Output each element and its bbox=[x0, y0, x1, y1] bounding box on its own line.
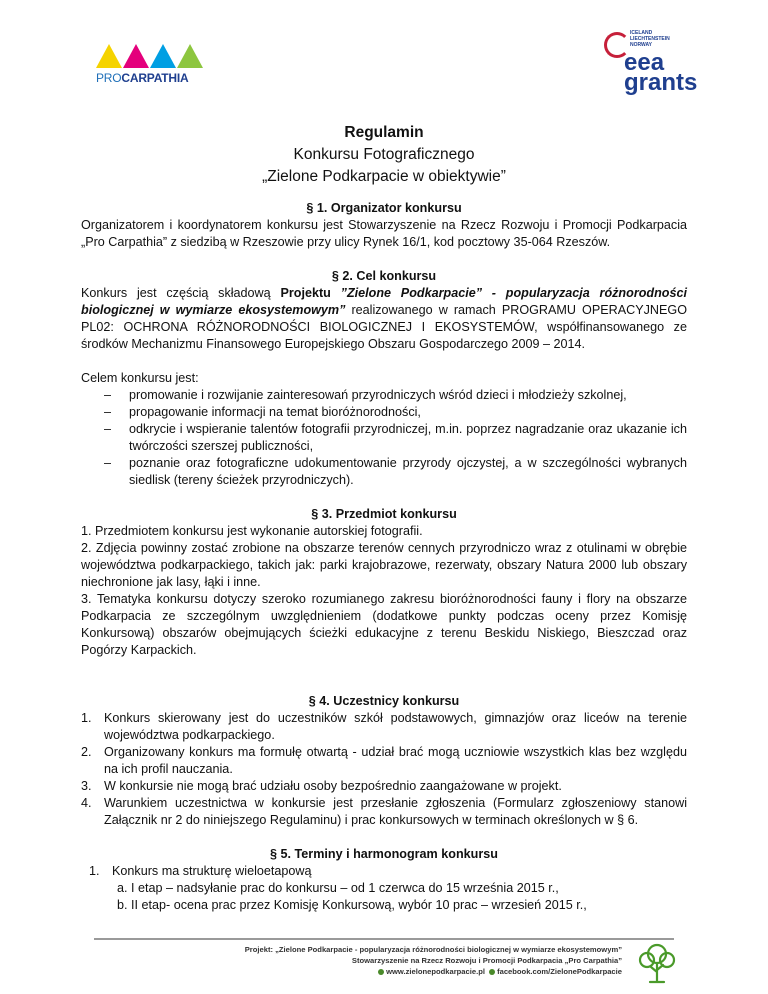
section-3-point-2: 2. Zdjęcia powinny zostać zrobione na obszarze terenów cennych przyrodniczo wraz z otulinami w obrębie województwa podkarpackiego, takich jak: parki krajobrazowe, rezerwaty, obszary Natura 2000 lub obszary niechronione jak lasy, łąki i inne. bbox=[81, 541, 687, 589]
bullet-icon bbox=[378, 969, 384, 975]
footer-divider bbox=[94, 938, 674, 940]
list-item: – promowanie i rozwijanie zainteresowań przyrodniczych wśród dzieci i młodzieży szkolnej, bbox=[81, 387, 687, 404]
bullet-icon bbox=[489, 969, 495, 975]
logo-triangle-pink bbox=[123, 44, 149, 68]
tree-icon bbox=[636, 940, 678, 986]
footer-project-line: Projekt: „Zielone Podkarpacie - popularyzacja różnorodności biologicznej w wymiarze ekosystemowym” bbox=[244, 945, 622, 954]
section-1-text: Organizatorem i koordynatorem konkursu jest Stowarzyszenie na Rzecz Rozwoju i Promocji Podkarpacia „Pro Carpathia” z siedzibą w Rzeszowie przy ulicy Rynek 16/1, kod pocztowy 35-064 Rzeszów. bbox=[81, 218, 687, 249]
list-item: 3. W konkursie nie mogą brać udziału osoby bezpośrednio zaangażowane w projekt. bbox=[81, 779, 562, 793]
schedule-list bbox=[81, 863, 687, 880]
eea-countries: ICELAND LIECHTENSTEIN NORWAY bbox=[630, 30, 670, 48]
document-subtitle-2: „Zielone Podkarpacie w obiektywie” bbox=[262, 168, 506, 185]
list-item: 4. Warunkiem uczestnictwa w konkursie jest przesłanie zgłoszenia (Formularz zgłoszeniowy stanowi Załącznik nr 2 do niniejszego Regulaminu) i prac konkursowych w terminach określonych w § 6. bbox=[81, 796, 687, 827]
footer bbox=[170, 944, 622, 977]
footer-association-line: Stowarzyszenie na Rzecz Rozwoju i Promocji Podkarpacia „Pro Carpathia” bbox=[351, 956, 622, 965]
list-item: a. I etap – nadsyłanie prac do konkursu – od 1 czerwca do 15 września 2015 r., bbox=[117, 881, 559, 895]
list-item: – poznanie oraz fotograficzne udokumentowanie przyrody ojczystej, a w szczególności wybranych siedlisk (tereny ścieżek przyrodniczych). bbox=[81, 455, 687, 489]
goals-intro: Celem konkursu jest: bbox=[81, 371, 199, 385]
section-2-heading: § 2. Cel konkursu bbox=[331, 269, 437, 283]
section-1-heading: § 1. Organizator konkursu bbox=[306, 201, 462, 215]
grants-word: grants bbox=[624, 69, 698, 96]
section-3-point-3: 3. Tematyka konkursu dotyczy szeroko rozumianego zakresu bioróżnorodności fauny i flory na obszarze Podkarpacia ze szczególnym uwzględnieniem (dodatkowe punkty podczas oceny przez Komisję Konkursową) obszarów obejmujących ścieżki edukacyjne z terenu Beskidu Niskiego, Bieszczad oraz Pogórzy Karpackich. bbox=[81, 592, 687, 657]
section-4-heading: § 4. Uczestnicy konkursu bbox=[308, 694, 460, 708]
schedule-sublist bbox=[81, 880, 687, 914]
document-title: Regulamin bbox=[344, 124, 424, 141]
footer-links bbox=[170, 966, 622, 977]
logo-triangle-green bbox=[177, 44, 203, 68]
document-body bbox=[81, 122, 687, 914]
logo-triangle-blue bbox=[150, 44, 176, 68]
eea-word: eea bbox=[624, 49, 665, 76]
section-3-point-1: 1. Przedmiotem konkursu jest wykonanie autorskiej fotografii. bbox=[81, 524, 423, 538]
website-link[interactable]: www.zielonepodkarpacie.pl bbox=[386, 967, 485, 976]
list-item: – odkrycie i wspieranie talentów fotografii przyrodniczej, m.in. poprzez nagradzanie oraz ukazanie ich twórczości szerszej publiczności, bbox=[81, 421, 687, 455]
list-item: 1. Konkurs ma strukturę wieloetapową bbox=[89, 864, 312, 878]
procarpathia-logo bbox=[96, 44, 206, 86]
participants-list bbox=[81, 710, 687, 829]
eea-grants-logo bbox=[604, 30, 714, 94]
logo-triangle-yellow bbox=[96, 44, 122, 68]
document-subtitle-1: Konkursu Fotograficznego bbox=[293, 146, 475, 163]
facebook-link[interactable]: facebook.com/ZielonePodkarpacie bbox=[497, 967, 622, 976]
section-3-heading: § 3. Przedmiot konkursu bbox=[311, 507, 457, 521]
list-item: – propagowanie informacji na temat bioróżnorodności, bbox=[81, 404, 687, 421]
list-item: 2. Organizowany konkurs ma formułę otwartą - udział brać mogą uczniowie wszystkich klas bez względu na ich profil nauczania. bbox=[81, 745, 687, 776]
section-2-text: Konkurs jest częścią składową Projektu ”Zielone Podkarpacie” - popularyzacja różnorodności biologicznej w wymiarze ekosystemowym” realizowanego w ramach PROGRAMU OPERACYJNEGO PL02: OCHRONA RÓŻNORODNOŚCI BIOLOGICZNEJ I EKOSYSTEMÓW, współfinansowanego ze środków Mechanizmu Finansowego Europejskiego Obszaru Gospodarczego 2009 – 2014. bbox=[81, 286, 688, 351]
section-5-heading: § 5. Terminy i harmonogram konkursu bbox=[270, 847, 498, 861]
logo-wordmark: PROCARPATHIA bbox=[96, 71, 189, 85]
list-item: 1. Konkurs skierowany jest do uczestników szkół podstawowych, gimnazjów oraz liceów na terenie województwa podkarpackiego. bbox=[81, 711, 687, 742]
list-item: b. II etap- ocena prac przez Komisję Konkursową, wybór 10 prac – wrzesień 2015 r., bbox=[117, 898, 587, 912]
goals-list bbox=[81, 387, 687, 489]
